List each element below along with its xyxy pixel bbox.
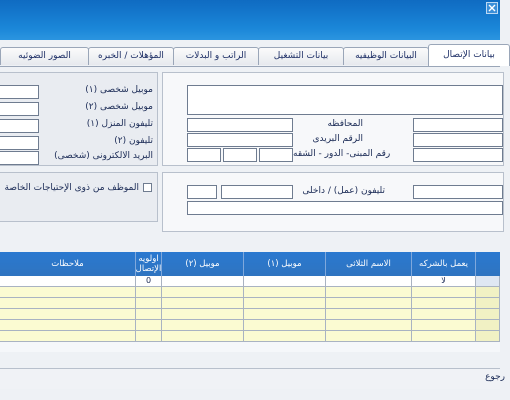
cell-notes[interactable] [0, 276, 136, 287]
new-cell-priority[interactable] [136, 287, 162, 298]
close-icon[interactable] [486, 2, 498, 14]
new-row[interactable] [0, 331, 500, 342]
email-label: البريد الالكترونى (شخصى) [54, 151, 153, 161]
apartment-field[interactable] [259, 148, 293, 162]
new-row-selector[interactable] [476, 309, 500, 320]
new-cell-mobile-1[interactable] [244, 320, 326, 331]
address-textarea[interactable] [187, 85, 503, 115]
new-row-selector[interactable] [476, 331, 500, 342]
new-cell-fullname[interactable] [326, 331, 412, 342]
work-phone-label: تليفون (عمل) / داخلى [302, 186, 385, 196]
phone-2-field[interactable] [0, 136, 39, 150]
new-row[interactable] [0, 298, 500, 309]
floor-field[interactable] [223, 148, 257, 162]
new-cell-priority[interactable] [136, 331, 162, 342]
new-cell-mobile-1[interactable] [244, 298, 326, 309]
governorate-label: المحافظه [327, 119, 363, 129]
new-cell-notes[interactable] [0, 287, 136, 298]
row-selector[interactable] [476, 276, 500, 287]
new-cell-works[interactable] [412, 309, 476, 320]
personal-contact-panel [0, 72, 158, 166]
back-button[interactable]: رجوع [485, 372, 505, 382]
address-panel [162, 72, 504, 166]
building-no-field[interactable] [187, 148, 221, 162]
col-selector-header [476, 252, 500, 276]
new-cell-fullname[interactable] [326, 287, 412, 298]
work-phone-field[interactable] [221, 185, 293, 199]
cell-mobile-1[interactable] [244, 276, 326, 287]
new-row[interactable] [0, 309, 500, 320]
col-works-header: يعمل بالشركه [412, 252, 476, 276]
home-phone-1-field[interactable] [0, 119, 39, 133]
building-label: رقم المبنى- الدور - الشقه [293, 149, 391, 159]
tab-strip [0, 44, 500, 67]
phone-2-label: تليفون (٢) [114, 136, 153, 146]
new-row-selector[interactable] [476, 320, 500, 331]
new-row[interactable] [0, 287, 500, 298]
new-cell-works[interactable] [412, 331, 476, 342]
window-titlebar [0, 0, 500, 40]
tab-contact-data[interactable]: بيانات الإتصال [428, 44, 510, 66]
new-cell-mobile-2[interactable] [162, 309, 244, 320]
mobile-2-label: موبيل شخصى (٢) [85, 102, 153, 112]
table-row[interactable] [0, 276, 500, 287]
email-field[interactable] [0, 151, 39, 165]
address-extra-field-3[interactable] [413, 148, 503, 162]
home-phone-1-label: تليفون المنزل (١) [86, 119, 153, 129]
new-cell-priority[interactable] [136, 309, 162, 320]
new-cell-fullname[interactable] [326, 298, 412, 309]
cell-works[interactable]: لا [412, 276, 476, 287]
tab-salary-allowances[interactable]: الراتب و البدلات [173, 47, 259, 65]
new-cell-notes[interactable] [0, 331, 136, 342]
new-cell-mobile-1[interactable] [244, 331, 326, 342]
new-cell-notes[interactable] [0, 309, 136, 320]
mobile-1-field[interactable] [0, 85, 39, 99]
address-extra-field-2[interactable] [413, 133, 503, 147]
new-cell-priority[interactable] [136, 298, 162, 309]
work-phone-panel [162, 172, 504, 232]
new-cell-fullname[interactable] [326, 309, 412, 320]
col-fullname-header: الاسم الثلاثى [326, 252, 412, 276]
governorate-field[interactable] [187, 118, 293, 132]
col-notes-header: ملاحظات [0, 252, 136, 276]
cell-fullname[interactable] [326, 276, 412, 287]
tab-scanned-images[interactable]: الصور الضوئيه [0, 47, 89, 65]
new-cell-works[interactable] [412, 287, 476, 298]
special-needs-panel [0, 172, 158, 222]
new-cell-mobile-2[interactable] [162, 287, 244, 298]
new-cell-works[interactable] [412, 298, 476, 309]
work-phone-extra-field[interactable] [413, 185, 503, 199]
mobile-1-label: موبيل شخصى (١) [85, 85, 153, 95]
new-cell-mobile-2[interactable] [162, 320, 244, 331]
new-cell-fullname[interactable] [326, 320, 412, 331]
tab-qualifications[interactable]: المؤهلات / الخبره [88, 47, 174, 65]
work-notes-field[interactable] [187, 201, 503, 215]
col-mobile-1-header: موبيل (١) [244, 252, 326, 276]
new-row[interactable] [0, 320, 500, 331]
contacts-grid [0, 252, 500, 352]
cell-priority[interactable]: 0 [136, 276, 162, 287]
tab-operation-data[interactable]: بيانات التشغيل [258, 47, 344, 65]
work-phone-ext-field[interactable] [187, 185, 217, 199]
col-priority-header: اولويه الإتصال [135, 254, 162, 274]
status-bar [0, 368, 505, 389]
grid-header [0, 252, 500, 276]
cell-mobile-2[interactable] [162, 276, 244, 287]
new-row-selector[interactable] [476, 298, 500, 309]
special-needs-label: الموظف من ذوى الإحتياجات الخاصة [4, 183, 139, 193]
tab-job-data[interactable]: البيانات الوظيفيه [343, 47, 429, 65]
address-extra-field-1[interactable] [413, 118, 503, 132]
postal-code-label: الرقم البريدى [312, 134, 363, 144]
new-cell-mobile-1[interactable] [244, 287, 326, 298]
new-cell-mobile-2[interactable] [162, 298, 244, 309]
special-needs-checkbox[interactable] [143, 183, 152, 192]
new-cell-works[interactable] [412, 320, 476, 331]
col-mobile-2-header: موبيل (٢) [162, 252, 244, 276]
mobile-2-field[interactable] [0, 102, 39, 116]
new-cell-mobile-1[interactable] [244, 309, 326, 320]
new-row-selector[interactable] [476, 287, 500, 298]
new-cell-notes[interactable] [0, 320, 136, 331]
new-cell-priority[interactable] [136, 320, 162, 331]
new-cell-mobile-2[interactable] [162, 331, 244, 342]
new-cell-notes[interactable] [0, 298, 136, 309]
postal-code-field[interactable] [187, 133, 293, 147]
